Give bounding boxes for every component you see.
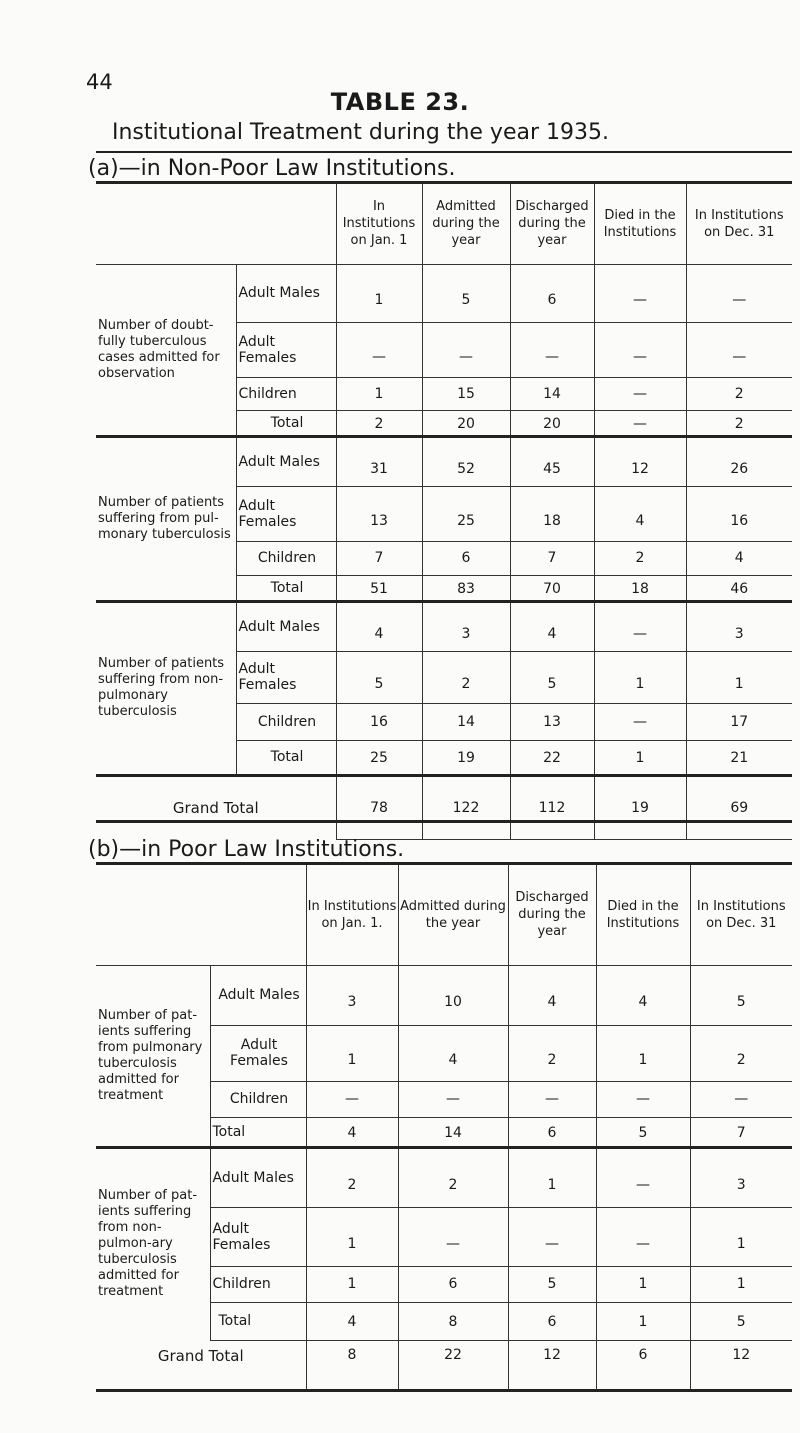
cell: 8 xyxy=(398,1302,508,1340)
page-number: 44 xyxy=(86,70,113,94)
cell: 1 xyxy=(596,1266,690,1302)
cell: 45 xyxy=(510,436,594,486)
cell: — xyxy=(398,1081,508,1117)
cell: 1 xyxy=(306,1025,398,1081)
cell: 15 xyxy=(422,377,510,410)
cell: 122 xyxy=(422,775,510,839)
cell: 46 xyxy=(686,575,792,601)
grand-total-label: Grand Total xyxy=(157,1346,244,1365)
cell: 4 xyxy=(594,486,686,541)
cell: 4 xyxy=(686,541,792,575)
col-header: Admitted during the year xyxy=(422,184,510,264)
table-a-header xyxy=(96,184,792,264)
cell: 3 xyxy=(422,601,510,651)
cell: — xyxy=(422,322,510,377)
cell: — xyxy=(596,1207,690,1266)
cell: — xyxy=(336,322,422,377)
group-label: Number of pat-ients suffering from pulmonary tuberculosis admitted for treatment xyxy=(98,1007,203,1103)
col-header: Died in the Institutions xyxy=(594,184,686,264)
group-label: Number of pat-ients suffering from non-pulmon-ary tuberculosis admitted for treatment xyxy=(96,1147,210,1340)
cell: 78 xyxy=(336,775,422,839)
cell: 2 xyxy=(398,1147,508,1207)
cell: — xyxy=(594,322,686,377)
cell: 8 xyxy=(306,1340,398,1390)
cell: 4 xyxy=(596,965,690,1025)
cell: 5 xyxy=(510,651,594,703)
row-label: Adult Females xyxy=(236,651,336,703)
cell: 5 xyxy=(690,1302,792,1340)
cell: 17 xyxy=(686,703,792,740)
cell: 4 xyxy=(336,601,422,651)
cell: — xyxy=(596,1081,690,1117)
row-label: Total xyxy=(210,1302,306,1340)
cell: 6 xyxy=(422,541,510,575)
cell: 3 xyxy=(306,965,398,1025)
cell: — xyxy=(596,1147,690,1207)
group-label: Number of patients suffering from pul-monary tuberculosis xyxy=(96,436,236,601)
cell: 1 xyxy=(594,740,686,775)
cell: — xyxy=(594,377,686,410)
cell: 69 xyxy=(686,775,792,839)
cell: 4 xyxy=(508,965,596,1025)
cell: 1 xyxy=(686,651,792,703)
col-header: In Institutions on Jan. 1 xyxy=(336,184,422,264)
cell: 14 xyxy=(422,703,510,740)
row-label: Children xyxy=(236,377,336,410)
cell: 1 xyxy=(306,1266,398,1302)
row-label: Total xyxy=(210,1117,306,1147)
section-a-heading: (a)—in Non-Poor Law Institutions. xyxy=(88,156,456,181)
cell: 6 xyxy=(508,1302,596,1340)
cell: 1 xyxy=(336,264,422,322)
row-label: Adult Males xyxy=(236,601,336,651)
cell: 6 xyxy=(596,1340,690,1390)
row-label: Adult Females xyxy=(210,1025,306,1081)
table-a xyxy=(96,184,792,840)
cell: 16 xyxy=(336,703,422,740)
col-header: Died in the Institutions xyxy=(596,865,690,965)
cell: 4 xyxy=(306,1117,398,1147)
group-label: Number of patients suffering from non-pulmonary tuberculosis xyxy=(96,601,236,775)
row-label: Adult Females xyxy=(236,322,336,377)
cell: 1 xyxy=(336,377,422,410)
cell: 20 xyxy=(510,410,594,436)
cell: — xyxy=(690,1081,792,1117)
col-header: In Institutions on Jan. 1. xyxy=(306,865,398,965)
cell: 31 xyxy=(336,436,422,486)
cell: 5 xyxy=(336,651,422,703)
cell: 7 xyxy=(510,541,594,575)
cell: 19 xyxy=(422,740,510,775)
cell: 21 xyxy=(686,740,792,775)
cell: 25 xyxy=(336,740,422,775)
cell: — xyxy=(594,264,686,322)
col-header: Discharged during the year xyxy=(510,184,594,264)
cell: 7 xyxy=(690,1117,792,1147)
cell: 22 xyxy=(398,1340,508,1390)
cell: 12 xyxy=(508,1340,596,1390)
table-b xyxy=(96,865,792,1390)
cell: 1 xyxy=(690,1207,792,1266)
cell: — xyxy=(306,1081,398,1117)
cell: 2 xyxy=(336,410,422,436)
cell: 2 xyxy=(306,1147,398,1207)
cell: 1 xyxy=(596,1302,690,1340)
table-title: TABLE 23. xyxy=(330,88,470,116)
row-label: Children xyxy=(236,541,336,575)
row-label: Children xyxy=(210,1266,306,1302)
table-row xyxy=(96,601,792,651)
table-b-header xyxy=(96,865,792,965)
section-b-heading: (b)—in Poor Law Institutions. xyxy=(88,837,405,862)
cell: 83 xyxy=(422,575,510,601)
cell: — xyxy=(594,601,686,651)
cell: 112 xyxy=(510,775,594,839)
cell: 6 xyxy=(510,264,594,322)
cell: 16 xyxy=(686,486,792,541)
cell: 6 xyxy=(398,1266,508,1302)
row-label: Total xyxy=(236,740,336,775)
col-header: In Institutions on Dec. 31 xyxy=(686,184,792,264)
cell: — xyxy=(594,703,686,740)
cell: 2 xyxy=(686,410,792,436)
row-label: Adult Females xyxy=(236,486,336,541)
cell: 26 xyxy=(686,436,792,486)
cell: 25 xyxy=(422,486,510,541)
table-row xyxy=(96,264,792,322)
row-label: Adult Males xyxy=(236,264,336,322)
cell: 12 xyxy=(690,1340,792,1390)
row-label: Adult Males xyxy=(236,436,336,486)
cell: — xyxy=(686,264,792,322)
row-label: Total xyxy=(236,575,336,601)
cell: 7 xyxy=(336,541,422,575)
col-header: In Institutions on Dec. 31 xyxy=(690,865,792,965)
table-row xyxy=(96,436,792,486)
cell: 1 xyxy=(594,651,686,703)
cell: 1 xyxy=(596,1025,690,1081)
cell: 13 xyxy=(510,703,594,740)
cell: 51 xyxy=(336,575,422,601)
cell: 2 xyxy=(422,651,510,703)
cell: 3 xyxy=(690,1147,792,1207)
col-header: Discharged during the year xyxy=(508,865,596,965)
table-row xyxy=(96,1147,792,1207)
cell: — xyxy=(594,410,686,436)
col-header: Admitted during the year xyxy=(398,865,508,965)
cell: — xyxy=(398,1207,508,1266)
cell: 22 xyxy=(510,740,594,775)
row-label: Adult Males xyxy=(210,1147,306,1207)
cell: 1 xyxy=(690,1266,792,1302)
cell: 52 xyxy=(422,436,510,486)
cell: 20 xyxy=(422,410,510,436)
row-label: Children xyxy=(210,1081,306,1117)
cell: 2 xyxy=(594,541,686,575)
cell: 18 xyxy=(594,575,686,601)
cell: 1 xyxy=(508,1147,596,1207)
cell: 18 xyxy=(510,486,594,541)
table-subtitle: Institutional Treatment during the year 1935. xyxy=(112,120,609,145)
cell: 13 xyxy=(336,486,422,541)
cell: 3 xyxy=(686,601,792,651)
cell: 2 xyxy=(508,1025,596,1081)
cell: 14 xyxy=(510,377,594,410)
cell: 1 xyxy=(306,1207,398,1266)
group-label: Number of doubt-fully tuberculous cases admitted for observation xyxy=(98,317,220,381)
cell: 2 xyxy=(690,1025,792,1081)
cell: — xyxy=(686,322,792,377)
row-label: Adult Males xyxy=(210,965,306,1025)
cell: 12 xyxy=(594,436,686,486)
table-row-grand-total xyxy=(96,1340,792,1390)
cell: 5 xyxy=(508,1266,596,1302)
cell: — xyxy=(508,1081,596,1117)
cell: 70 xyxy=(510,575,594,601)
cell: 6 xyxy=(508,1117,596,1147)
cell: 5 xyxy=(422,264,510,322)
cell: 5 xyxy=(690,965,792,1025)
cell: 4 xyxy=(306,1302,398,1340)
cell: 5 xyxy=(596,1117,690,1147)
cell: — xyxy=(510,322,594,377)
grand-total-label: Grand Total xyxy=(96,775,336,839)
cell: 4 xyxy=(510,601,594,651)
row-label: Adult Females xyxy=(210,1207,306,1266)
cell: 19 xyxy=(594,775,686,839)
cell: 4 xyxy=(398,1025,508,1081)
row-label: Children xyxy=(236,703,336,740)
table-row-grand-total xyxy=(96,775,792,839)
cell: 14 xyxy=(398,1117,508,1147)
cell: — xyxy=(508,1207,596,1266)
cell: 10 xyxy=(398,965,508,1025)
table-row xyxy=(96,965,792,1025)
row-label: Total xyxy=(236,410,336,436)
cell: 2 xyxy=(686,377,792,410)
